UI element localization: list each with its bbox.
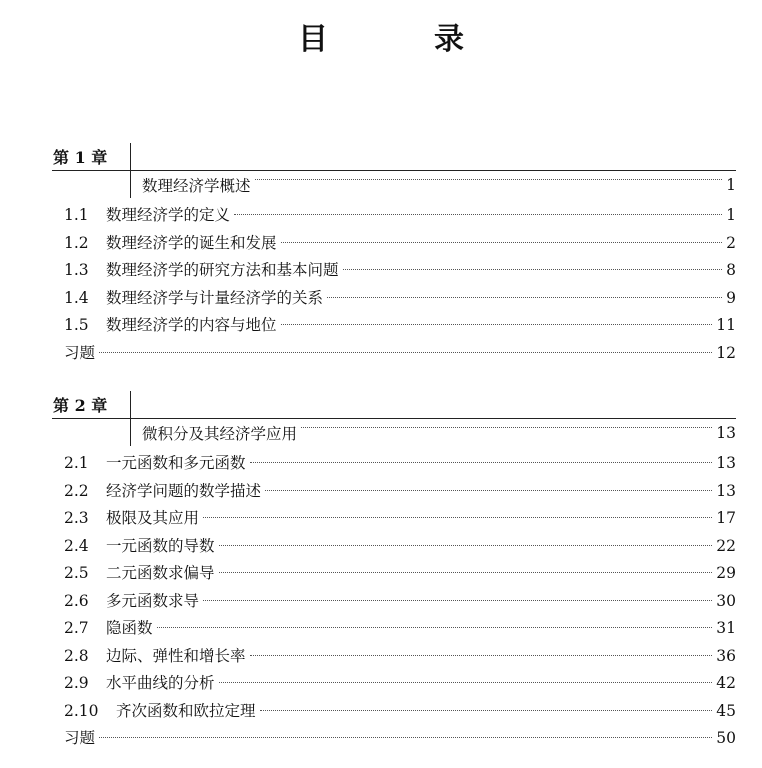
entry-number: 1.1 xyxy=(64,206,89,224)
chapter-1-section xyxy=(52,146,736,367)
toc-entry-2-exercises[interactable] xyxy=(64,725,736,753)
chapter-1-title-row[interactable] xyxy=(130,170,736,198)
entry-title: 极限及其应用 xyxy=(106,509,200,527)
toc-entry-2-4[interactable] xyxy=(64,533,736,561)
dot-leader xyxy=(99,737,712,738)
dot-leader xyxy=(250,655,713,656)
toc-entry-1-5[interactable] xyxy=(64,312,736,340)
entry-number: 2.4 xyxy=(64,536,89,555)
entry-page: 50 xyxy=(716,729,736,747)
entry-title: 二元函数求偏导 xyxy=(106,564,215,582)
entry-title: 习题 xyxy=(64,343,96,362)
toc-entry-2-7[interactable] xyxy=(64,615,736,643)
page-title: 目 录 xyxy=(298,22,502,57)
entry-title: 一元函数和多元函数 xyxy=(106,454,246,472)
chapter-1-divider xyxy=(130,143,131,171)
dot-leader xyxy=(157,627,713,628)
entry-number: 2.8 xyxy=(64,646,89,665)
toc-entry-1-3[interactable] xyxy=(64,257,736,285)
entry-page: 1 xyxy=(726,206,736,224)
entry-number: 2.1 xyxy=(64,454,89,472)
dot-leader xyxy=(250,462,713,463)
chapter-2-label: 第 2 章 xyxy=(52,394,131,419)
dot-leader xyxy=(265,490,712,491)
toc-entry-2-1[interactable] xyxy=(64,450,736,478)
dot-leader xyxy=(203,517,712,518)
chapter-1-title: 数理经济学概述 xyxy=(142,176,251,195)
entry-page: 31 xyxy=(716,619,736,637)
entry-title: 数理经济学的内容与地位 xyxy=(106,316,277,334)
entry-page: 36 xyxy=(716,646,736,665)
dot-leader xyxy=(260,710,713,711)
entry-number: 2.7 xyxy=(64,619,89,637)
entry-page: 12 xyxy=(716,343,736,362)
chapter-2-title: 微积分及其经济学应用 xyxy=(142,424,298,443)
toc-entry-2-9[interactable] xyxy=(64,670,736,698)
entry-number: 2.5 xyxy=(64,564,89,582)
chapter-2-entries xyxy=(52,450,736,753)
entry-title: 数理经济学的定义 xyxy=(106,206,231,224)
entry-page: 13 xyxy=(716,481,736,500)
entry-title: 数理经济学与计量经济学的关系 xyxy=(106,288,324,307)
dot-leader xyxy=(255,179,723,180)
toc-entry-1-1[interactable] xyxy=(64,202,736,230)
toc-entry-2-5[interactable] xyxy=(64,560,736,588)
entry-title: 隐函数 xyxy=(106,619,153,637)
entry-page: 22 xyxy=(716,536,736,555)
chapter-1-page: 1 xyxy=(726,175,736,194)
entry-title: 经济学问题的数学描述 xyxy=(106,481,262,500)
dot-leader xyxy=(301,427,712,428)
dot-leader xyxy=(219,572,713,573)
chapter-2-divider xyxy=(130,391,131,419)
entry-page: 30 xyxy=(716,591,736,610)
entry-title: 边际、弹性和增长率 xyxy=(106,646,246,665)
entry-page: 29 xyxy=(716,564,736,582)
toc-entry-2-3[interactable] xyxy=(64,505,736,533)
entry-title: 多元函数求导 xyxy=(106,591,200,610)
entry-page: 2 xyxy=(726,233,736,252)
entry-title: 水平曲线的分析 xyxy=(106,674,215,692)
dot-leader xyxy=(203,600,712,601)
entry-number: 1.3 xyxy=(64,261,89,279)
entry-page: 11 xyxy=(716,316,736,334)
chapter-2-title-row[interactable] xyxy=(130,418,736,446)
entry-page: 9 xyxy=(726,288,736,307)
entry-page: 42 xyxy=(716,674,736,692)
entry-title: 数理经济学的研究方法和基本问题 xyxy=(106,261,339,279)
entry-number: 2.3 xyxy=(64,509,89,527)
dot-leader xyxy=(219,682,713,683)
entry-page: 8 xyxy=(726,261,736,279)
entry-title: 齐次函数和欧拉定理 xyxy=(116,701,256,720)
dot-leader xyxy=(343,269,723,270)
dot-leader xyxy=(99,352,712,353)
toc-entry-2-2[interactable] xyxy=(64,478,736,506)
chapter-2-header xyxy=(52,394,736,450)
entry-number: 1.2 xyxy=(64,233,89,252)
entry-title: 习题 xyxy=(64,729,96,747)
dot-leader xyxy=(281,242,723,243)
dot-leader xyxy=(219,545,713,546)
entry-number: 2.9 xyxy=(64,674,89,692)
entry-number: 1.4 xyxy=(64,288,89,307)
entry-number: 2.6 xyxy=(64,591,89,610)
toc-entry-2-10[interactable] xyxy=(64,698,736,726)
entry-title: 一元函数的导数 xyxy=(106,536,215,555)
toc-entry-2-8[interactable] xyxy=(64,643,736,671)
dot-leader xyxy=(281,324,713,325)
toc-entry-1-exercises[interactable] xyxy=(64,340,736,368)
entry-page: 13 xyxy=(716,454,736,472)
chapter-1-label: 第 1 章 xyxy=(52,146,131,171)
toc-entry-1-2[interactable] xyxy=(64,230,736,258)
entry-number: 1.5 xyxy=(64,316,89,334)
dot-leader xyxy=(234,214,722,215)
toc-entry-1-4[interactable] xyxy=(64,285,736,313)
entry-page: 45 xyxy=(716,701,736,720)
toc-entry-2-6[interactable] xyxy=(64,588,736,616)
entry-title: 数理经济学的诞生和发展 xyxy=(106,233,277,252)
entry-page: 17 xyxy=(716,509,736,527)
chapter-1-entries xyxy=(52,202,736,367)
chapter-2-section xyxy=(52,394,736,753)
entry-number: 2.10 xyxy=(64,701,99,720)
dot-leader xyxy=(327,297,722,298)
entry-number: 2.2 xyxy=(64,481,89,500)
chapter-1-header xyxy=(52,146,736,202)
chapter-2-page: 13 xyxy=(716,423,736,442)
